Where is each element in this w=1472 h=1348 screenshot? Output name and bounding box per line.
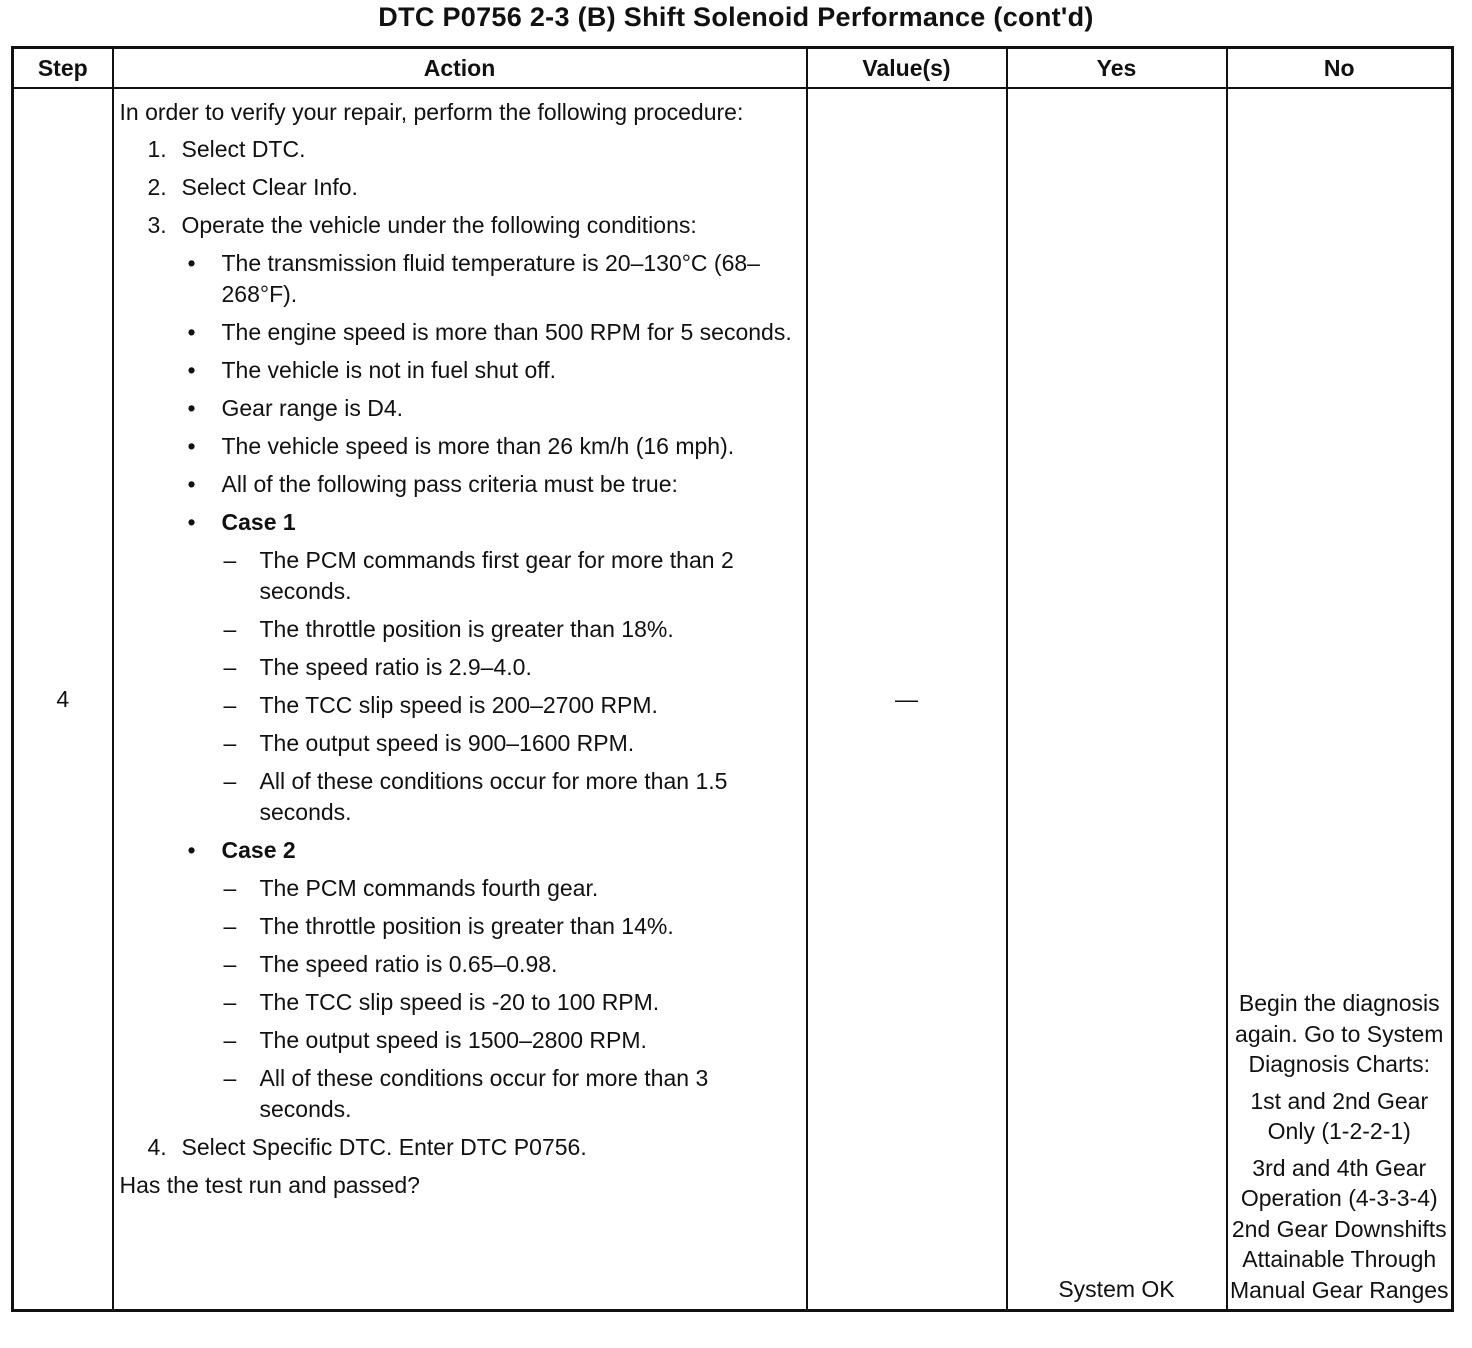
condition-text: Gear range is D4. <box>221 395 404 421</box>
action-intro: In order to verify your repair, perform the following procedure: <box>119 99 744 125</box>
criteria-text: The speed ratio is 2.9–4.0. <box>259 654 532 680</box>
test-question: Has the test run and passed? <box>119 1172 420 1198</box>
step-index: 3. <box>147 212 167 238</box>
step-index: 4. <box>147 1134 167 1160</box>
condition-item <box>120 393 796 424</box>
dash-icon: – <box>223 1065 237 1091</box>
case-2-item <box>120 873 796 904</box>
step-number: 4 <box>13 88 113 1311</box>
criteria-text: All of these conditions occur for more than 1.5 seconds. <box>259 768 728 825</box>
procedure-step <box>120 210 796 241</box>
case-1-heading <box>120 507 796 538</box>
condition-text: The vehicle speed is more than 26 km/h (16 mph). <box>221 433 735 459</box>
header-yes: Yes <box>1007 48 1227 89</box>
action-cell <box>113 88 807 1311</box>
dash-icon: – <box>223 654 237 680</box>
condition-item <box>120 248 796 310</box>
case-label: Case 1 <box>221 509 296 535</box>
no-chart-2: 3rd and 4th Gear Operation (4-3-3-4) 2nd Gear Downshifts Attainable Through Manual Gear Ranges <box>1229 1154 1449 1303</box>
header-no: No <box>1227 48 1453 89</box>
dash-icon: – <box>223 547 237 573</box>
criteria-text: The throttle position is greater than 14%. <box>259 913 674 939</box>
criteria-text: The TCC slip speed is 200–2700 RPM. <box>259 692 658 718</box>
step-index: 2. <box>147 174 167 200</box>
header-action: Action <box>113 48 807 89</box>
dash-icon: – <box>223 730 237 756</box>
bullet-icon: • <box>187 837 196 863</box>
page-title: DTC P0756 2-3 (B) Shift Solenoid Performance (cont'd) <box>378 2 1094 32</box>
no-instruction: Begin the diagnosis again. Go to System Diagnosis Charts: <box>1235 990 1444 1077</box>
case-label: Case 2 <box>221 837 296 863</box>
bullet-icon: • <box>187 395 196 421</box>
condition-text: The engine speed is more than 500 RPM for 5 seconds. <box>221 319 792 345</box>
no-cell <box>1227 88 1453 1311</box>
diagnostic-table <box>11 46 1454 1312</box>
condition-text: The vehicle is not in fuel shut off. <box>221 357 557 383</box>
bullet-icon: • <box>187 433 196 459</box>
step-text: Select Clear Info. <box>181 174 358 200</box>
condition-item <box>120 355 796 386</box>
case-1-item <box>120 545 796 607</box>
bullet-icon: • <box>187 509 196 535</box>
yes-cell: System OK <box>1007 88 1227 1311</box>
criteria-text: The output speed is 900–1600 RPM. <box>259 730 635 756</box>
condition-item <box>120 317 796 348</box>
case-2-heading <box>120 835 796 866</box>
case-2-item <box>120 1025 796 1056</box>
table-row <box>13 88 1453 1311</box>
dash-icon: – <box>223 768 237 794</box>
bullet-icon: • <box>187 357 196 383</box>
bullet-icon: • <box>187 250 196 276</box>
procedure-step <box>120 172 796 203</box>
header-step: Step <box>13 48 113 89</box>
procedure-step <box>120 1132 796 1163</box>
criteria-text: The PCM commands fourth gear. <box>259 875 599 901</box>
case-1-item <box>120 728 796 759</box>
header-values: Value(s) <box>807 48 1007 89</box>
criteria-text: The output speed is 1500–2800 RPM. <box>259 1027 647 1053</box>
condition-item <box>120 469 796 500</box>
step-index: 1. <box>147 136 167 162</box>
criteria-text: The PCM commands first gear for more than 2 seconds. <box>259 547 734 604</box>
dash-icon: – <box>223 875 237 901</box>
step-text: Select DTC. <box>181 136 306 162</box>
step-text: Select Specific DTC. Enter DTC P0756. <box>181 1134 587 1160</box>
case-2-item <box>120 1063 796 1125</box>
case-1-item <box>120 766 796 828</box>
condition-item <box>120 431 796 462</box>
procedure-step <box>120 134 796 165</box>
case-2-item <box>120 949 796 980</box>
dash-icon: – <box>223 989 237 1015</box>
bullet-icon: • <box>187 471 196 497</box>
case-2-item <box>120 987 796 1018</box>
case-2-item <box>120 911 796 942</box>
case-1-item <box>120 652 796 683</box>
condition-text: All of the following pass criteria must be true: <box>221 471 678 497</box>
step-text: Operate the vehicle under the following conditions: <box>181 212 697 238</box>
case-1-item <box>120 614 796 645</box>
criteria-text: The throttle position is greater than 18%. <box>259 616 674 642</box>
no-chart-1: 1st and 2nd Gear Only (1-2-2-1) <box>1250 1087 1429 1144</box>
dash-icon: – <box>223 692 237 718</box>
dash-icon: – <box>223 1027 237 1053</box>
bullet-icon: • <box>187 319 196 345</box>
dash-icon: – <box>223 951 237 977</box>
value-cell: — <box>807 88 1007 1311</box>
criteria-text: The TCC slip speed is -20 to 100 RPM. <box>259 989 660 1015</box>
condition-text: The transmission fluid temperature is 20–130°C (68–268°F). <box>221 250 760 307</box>
criteria-text: The speed ratio is 0.65–0.98. <box>259 951 558 977</box>
criteria-text: All of these conditions occur for more than 3 seconds. <box>259 1065 709 1122</box>
header-row <box>13 48 1453 89</box>
case-1-item <box>120 690 796 721</box>
dash-icon: – <box>223 913 237 939</box>
dash-icon: – <box>223 616 237 642</box>
